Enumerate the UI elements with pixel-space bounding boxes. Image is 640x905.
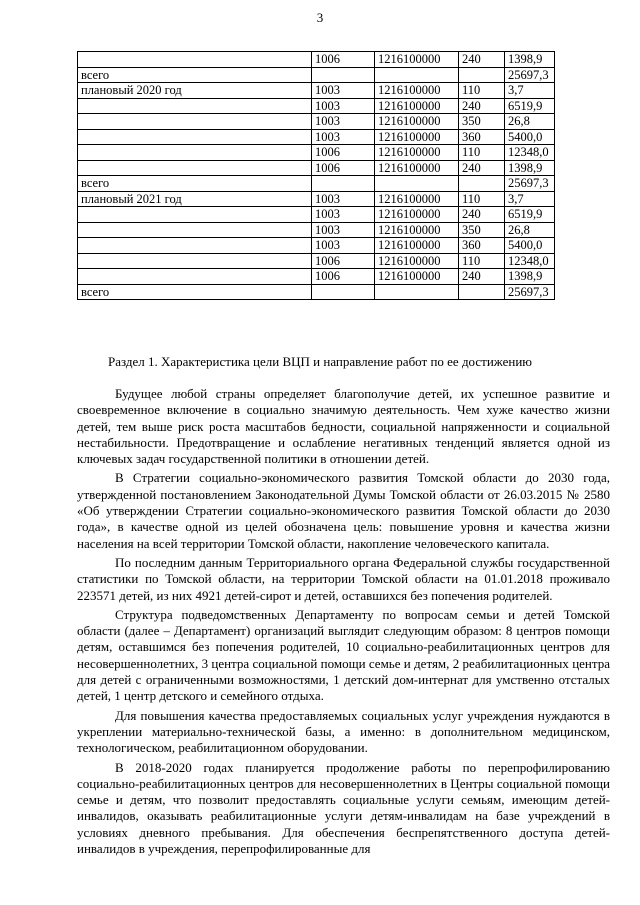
table-cell-kfsr: 1003 <box>312 207 375 223</box>
table-cell-label <box>78 269 312 285</box>
table-cell-kvr: 240 <box>459 52 505 68</box>
table-row <box>78 98 555 114</box>
table-cell-label: всего <box>78 284 312 300</box>
paragraph-1: Будущее любой страны определяет благополучие детей, их успешное развитие и своевременное включение в социально значимую деятельность. Чем хуже качество жизни детей, тем выше риск роста масштабов бедности, социальной напряженности и социальной нестабильности. Предотвращение и ослабление негативных тенденций является одной из ключевых задач государственной политики в отношении детей. <box>77 386 610 467</box>
table-cell-kvr: 360 <box>459 238 505 254</box>
table-cell-label: плановый 2020 год <box>78 83 312 99</box>
table-cell-kcsr <box>375 284 459 300</box>
paragraph-2: В Стратегии социально-экономического развития Томской области до 2030 года, утвержденной постановлением Законодательной Думы Томской области от 26.03.2015 № 2580 «Об утверждении Стратегии социально-экономического развития Томской области до 2030 года», в качестве одной из целей обозначена цель: повышение уровня и качества жизни населения на всей территории Томской области, накопление человеческого капитала. <box>77 470 610 551</box>
table-cell-label <box>78 98 312 114</box>
table-cell-kvr: 110 <box>459 83 505 99</box>
table-row <box>78 176 555 192</box>
table-cell-kfsr <box>312 284 375 300</box>
table-cell-sum: 26,8 <box>505 114 555 130</box>
table-cell-kcsr: 1216100000 <box>375 207 459 223</box>
table-cell-kcsr: 1216100000 <box>375 98 459 114</box>
table-cell-kfsr <box>312 176 375 192</box>
table-cell-kcsr: 1216100000 <box>375 52 459 68</box>
table-row <box>78 238 555 254</box>
table-cell-kcsr: 1216100000 <box>375 253 459 269</box>
table-cell-sum: 6519,9 <box>505 207 555 223</box>
table-cell-label <box>78 207 312 223</box>
table-cell-sum: 25697,3 <box>505 176 555 192</box>
table-cell-kcsr <box>375 176 459 192</box>
table-cell-label <box>78 253 312 269</box>
table-row <box>78 253 555 269</box>
table-cell-kfsr: 1006 <box>312 160 375 176</box>
table-cell-label: плановый 2021 год <box>78 191 312 207</box>
table-cell-kfsr: 1003 <box>312 98 375 114</box>
table-cell-kvr: 240 <box>459 207 505 223</box>
table-cell-kvr: 110 <box>459 191 505 207</box>
table-cell-kfsr: 1003 <box>312 129 375 145</box>
table-cell-kcsr: 1216100000 <box>375 269 459 285</box>
table-row <box>78 191 555 207</box>
table-cell-kfsr: 1006 <box>312 145 375 161</box>
table-cell-label: всего <box>78 176 312 192</box>
budget-table-body <box>78 52 555 300</box>
table-cell-kfsr: 1003 <box>312 191 375 207</box>
table-cell-kvr <box>459 67 505 83</box>
table-cell-sum: 3,7 <box>505 83 555 99</box>
table-cell-kcsr: 1216100000 <box>375 160 459 176</box>
table-row <box>78 52 555 68</box>
table-cell-kfsr: 1003 <box>312 222 375 238</box>
table-cell-kvr: 240 <box>459 269 505 285</box>
table-row <box>78 284 555 300</box>
paragraph-5: Для повышения качества предоставляемых социальных услуг учреждения нуждаются в укреплении материально-технической базы, а именно: в дополнительном медицинском, технологическом, реабилитационном оборудовании. <box>77 707 610 756</box>
table-cell-sum: 1398,9 <box>505 52 555 68</box>
table-cell-sum: 6519,9 <box>505 98 555 114</box>
table-cell-label <box>78 238 312 254</box>
table-cell-kvr: 110 <box>459 145 505 161</box>
table-row <box>78 160 555 176</box>
table-cell-kcsr: 1216100000 <box>375 145 459 161</box>
table-cell-label <box>78 52 312 68</box>
table-row <box>78 222 555 238</box>
table-cell-kfsr: 1006 <box>312 253 375 269</box>
table-cell-kcsr: 1216100000 <box>375 191 459 207</box>
table-cell-label <box>78 145 312 161</box>
paragraph-4: Структура подведомственных Департаменту по вопросам семьи и детей Томской области (далее – Департамент) организаций выглядит следующим образом: 8 центров помощи детям, оставшимся без попечения родителей, 10 социально-реабилитационных центров для несовершеннолетних, 3 центра социальной помощи семье и детям, 2 реабилитационных центра для детей с ограниченными возможностями, 1 детский дом-интернат для умственно отсталых детей, 1 центр детского и семейного отдыха. <box>77 606 610 704</box>
page-number: 3 <box>316 10 324 25</box>
table-cell-kvr: 350 <box>459 222 505 238</box>
table-cell-kcsr <box>375 67 459 83</box>
table-cell-kfsr <box>312 67 375 83</box>
table-cell-label <box>78 160 312 176</box>
table-cell-kvr: 240 <box>459 160 505 176</box>
table-cell-kvr: 360 <box>459 129 505 145</box>
table-row <box>78 83 555 99</box>
table-cell-kfsr: 1003 <box>312 238 375 254</box>
body-text <box>77 386 610 860</box>
table-cell-label <box>78 114 312 130</box>
paragraph-6: В 2018-2020 годах планируется продолжение работы по перепрофилированию социально-реабилитационных центров для несовершеннолетних в Центры социальной помощи семье и детям, что позволит предоставлять социальные услуги семьям, имеющим детей-инвалидов, оказывать реабилитационные услуги детям-инвалидам на базе учреждений в условиях дневного пребывания. Для обеспечения беспрепятственного доступа детей-инвалидов в учреждения, перепрофилированные для <box>77 759 610 857</box>
table-row <box>78 145 555 161</box>
table-cell-kcsr: 1216100000 <box>375 114 459 130</box>
table-cell-sum: 1398,9 <box>505 269 555 285</box>
table-row <box>78 269 555 285</box>
table-cell-sum: 26,8 <box>505 222 555 238</box>
table-cell-sum: 5400,0 <box>505 129 555 145</box>
table-row <box>78 67 555 83</box>
table-cell-kcsr: 1216100000 <box>375 238 459 254</box>
table-cell-kfsr: 1006 <box>312 269 375 285</box>
table-cell-sum: 5400,0 <box>505 238 555 254</box>
table-row <box>78 129 555 145</box>
budget-table <box>77 51 555 300</box>
section-title: Раздел 1. Характеристика цели ВЦП и направление работ по ее достижению <box>107 354 532 369</box>
table-cell-kvr <box>459 284 505 300</box>
table-cell-kcsr: 1216100000 <box>375 129 459 145</box>
table-cell-label: всего <box>78 67 312 83</box>
table-cell-kcsr: 1216100000 <box>375 222 459 238</box>
table-cell-kfsr: 1003 <box>312 114 375 130</box>
table-cell-kvr: 240 <box>459 98 505 114</box>
table-row <box>78 114 555 130</box>
table-cell-label <box>78 129 312 145</box>
table-cell-label <box>78 222 312 238</box>
table-cell-kvr: 110 <box>459 253 505 269</box>
table-row <box>78 207 555 223</box>
paragraph-3: По последним данным Территориального органа Федеральной службы государственной статистики по Томской области, на территории Томской области на 01.01.2018 проживало 223571 детей, из них 4921 детей-сирот и детей, оставшихся без попечения родителей. <box>77 554 610 603</box>
table-cell-kcsr: 1216100000 <box>375 83 459 99</box>
table-cell-sum: 12348,0 <box>505 145 555 161</box>
table-cell-kfsr: 1003 <box>312 83 375 99</box>
table-cell-sum: 12348,0 <box>505 253 555 269</box>
table-cell-kfsr: 1006 <box>312 52 375 68</box>
table-cell-sum: 1398,9 <box>505 160 555 176</box>
table-cell-sum: 3,7 <box>505 191 555 207</box>
table-cell-kvr <box>459 176 505 192</box>
table-cell-kvr: 350 <box>459 114 505 130</box>
table-cell-sum: 25697,3 <box>505 284 555 300</box>
table-cell-sum: 25697,3 <box>505 67 555 83</box>
